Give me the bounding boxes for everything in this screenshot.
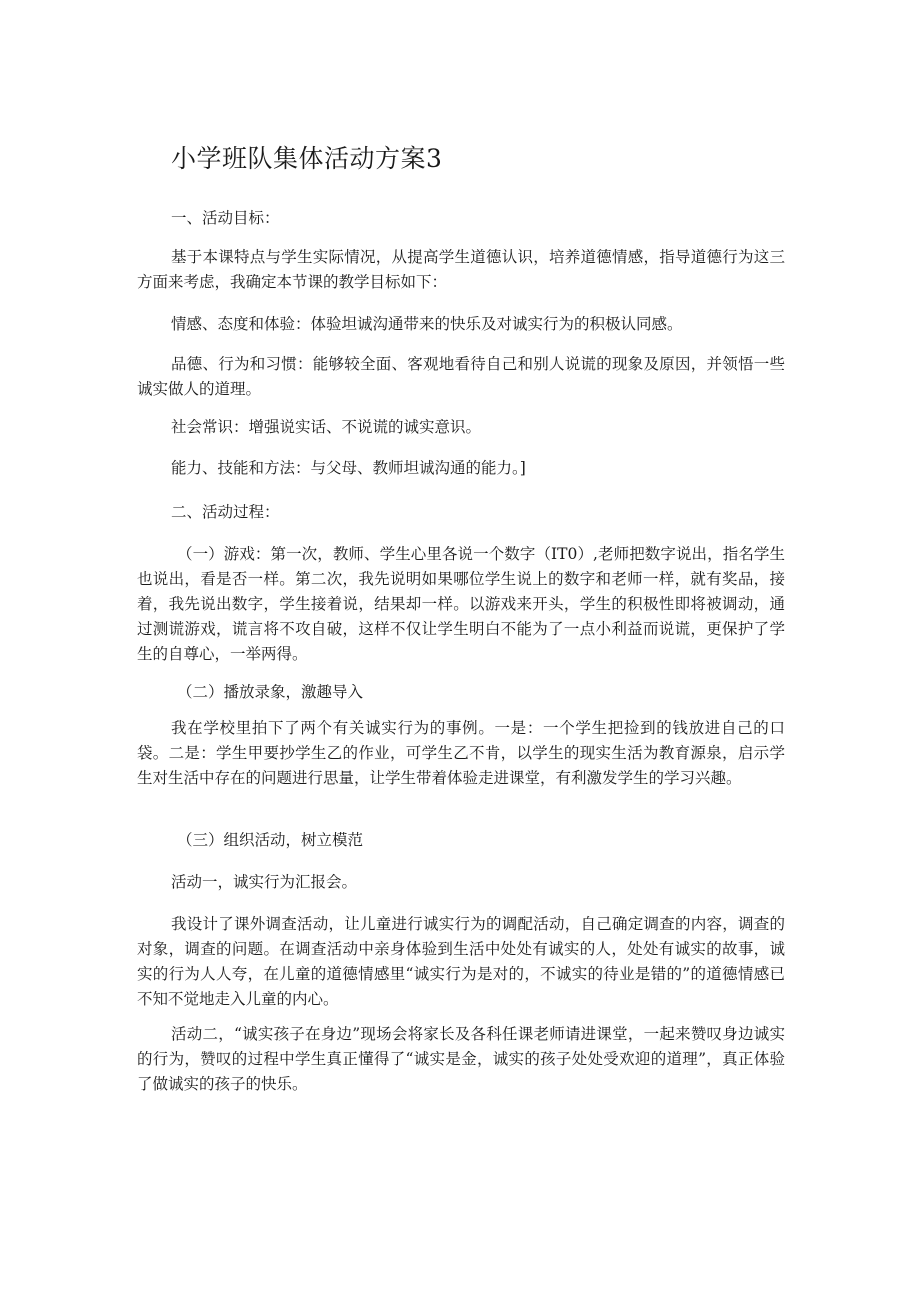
section-heading-goals: 一、活动目标： [171,209,280,227]
paragraph-game: （一）游戏：第一次，教师、学生心里各说一个数字（IT0）,老师把数字说出，指名学生也说出，看是否一样。第二次，我先说明如果哪位学生说上的数字和老师一样，就有奖品，接着，我先说出数字，学生接着说，结果却一样。以游戏来开头，学生的积极性即将被调动，通过测谎游戏，谎言将不攻自破，这样不仅让学生明白不能为了一点小利益而说谎，更保护了学生的自尊心，一举两得。 [137,545,785,663]
subheading-video: （二）播放录象，激趣导入 [177,683,364,701]
paragraph-goal-ability: 能力、技能和方法：与父母、教师坦诚沟通的能力。] [171,459,526,477]
paragraph-activity-two: 活动二，“诚实孩子在身边”现场会将家长及各科任课老师请进课堂，一起来赞叹身边诚实的行为，赞叹的过程中学生真正懂得了“诚实是金，诚实的孩子处处受欢迎的道理”，真正体验了做诚实的孩子的快乐。 [137,1025,785,1093]
paragraph-survey: 我设计了课外调查活动，让儿童进行诚实行为的调配活动，自己确定调查的内容，调查的对象，调查的问题。在调查活动中亲身体验到生活中处处有诚实的人，处处有诚实的故事，诚实的行为人人夸，在儿童的道德情感里“诚实行为是对的，不诚实的待业是错的”的道德情感已不知不觉地走入儿童的内心。 [137,915,785,1008]
paragraph-activity-one: 活动一，诚实行为汇报会。 [171,873,358,891]
section-heading-process: 二、活动过程： [171,503,280,521]
paragraph-goal-knowledge: 社会常识：增强说实话、不说谎的诚实意识。 [171,418,482,436]
document-title: 小学班队集体活动方案3 [171,144,443,173]
paragraph-goal-emotion: 情感、态度和体验：体验坦诚沟通带来的快乐及对诚实行为的积极认同感。 [171,315,683,333]
paragraph-goal-morality: 品德、行为和习惯：能够较全面、客观地看待自己和别人说谎的现象及原因，并领悟一些诚实做人的道理。 [137,355,785,398]
paragraph-goals-intro: 基于本课特点与学生实际情况，从提高学生道德认识，培养道德情感，指导道德行为这三方面来考虑，我确定本节课的教学目标如下： [137,248,785,291]
paragraph-video: 我在学校里拍下了两个有关诚实行为的事例。一是：一个学生把捡到的钱放进自己的口袋。二是：学生甲要抄学生乙的作业，可学生乙不肯，以学生的现实生活为教育源泉，启示学生对生活中存在的问题进行思量，让学生带着体验走进课堂，有利激发学生的学习兴趣。 [137,719,785,787]
subheading-activities: （三）组织活动，树立模范 [177,831,364,849]
